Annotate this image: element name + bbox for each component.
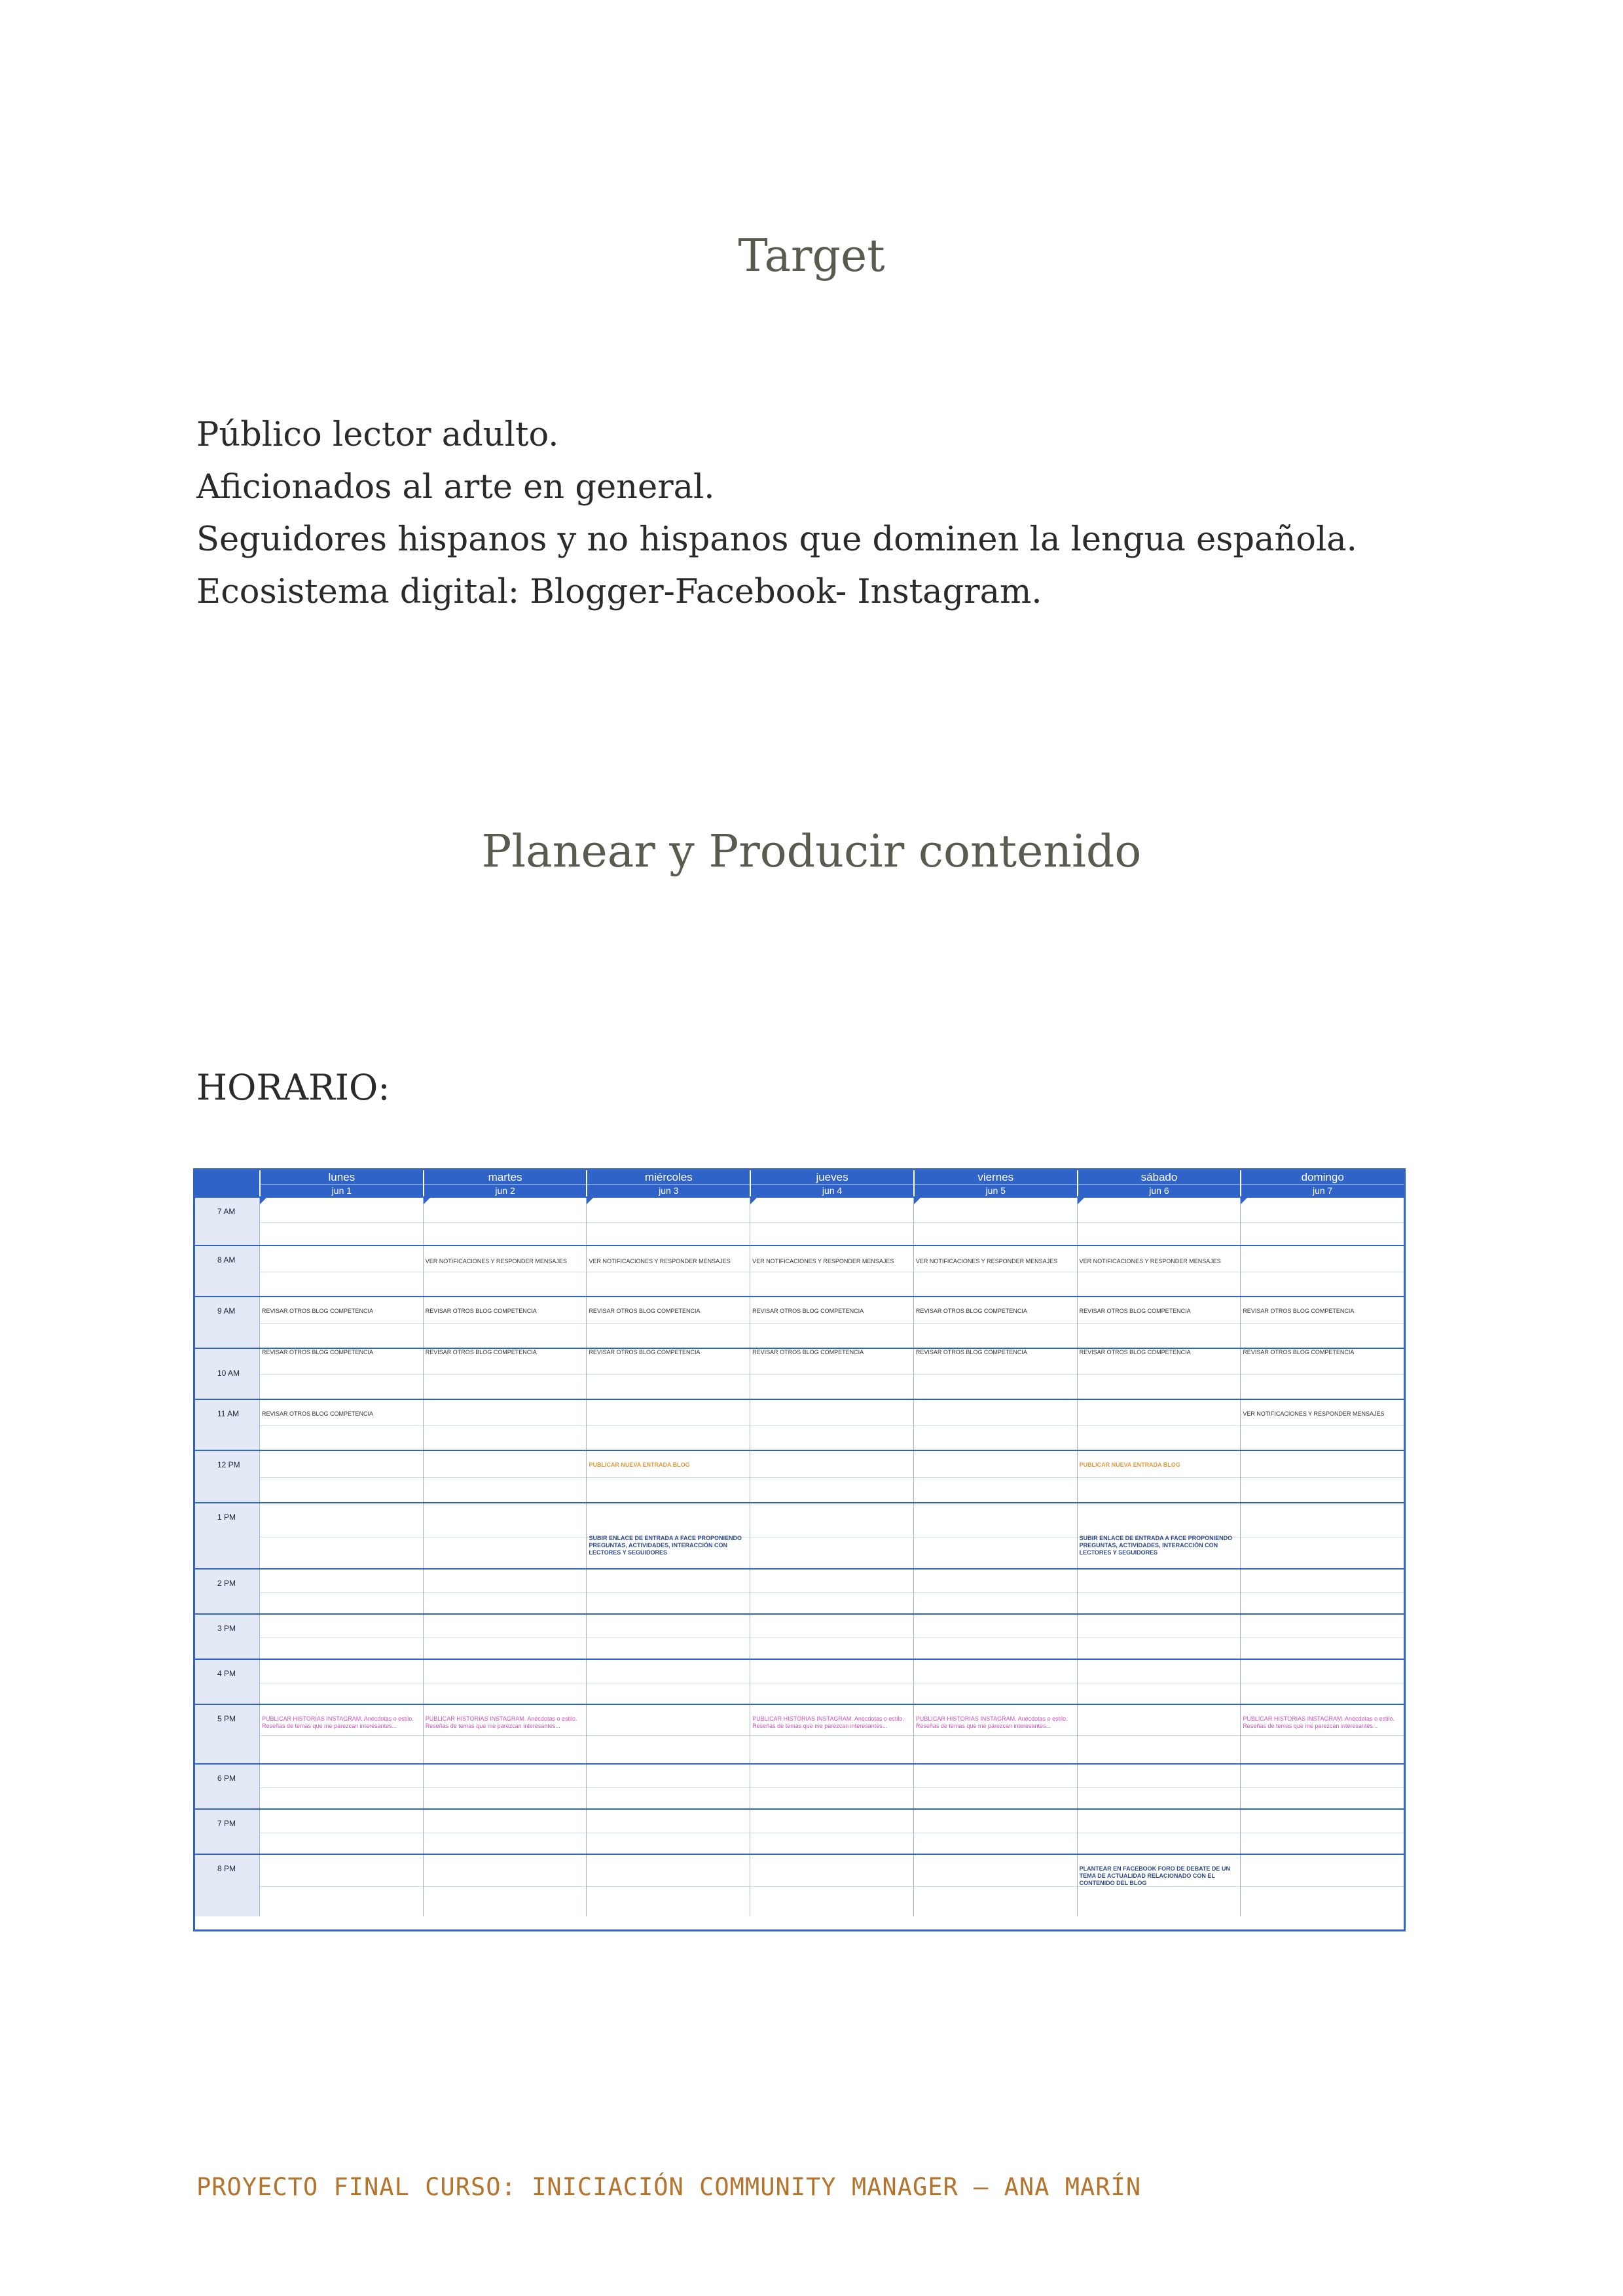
schedule-cell[interactable]	[259, 1297, 423, 1348]
day-name: sábado	[1078, 1170, 1241, 1184]
weekly-schedule	[193, 1168, 1406, 1931]
schedule-cell[interactable]	[423, 1297, 587, 1348]
day-date: jun 3	[587, 1184, 750, 1197]
schedule-cell[interactable]	[586, 1855, 750, 1916]
target-line: Aficionados al arte en general.	[196, 468, 715, 507]
note-flag-icon	[587, 1198, 593, 1204]
schedule-cell[interactable]	[1077, 1297, 1241, 1348]
day-date: jun 1	[261, 1184, 423, 1197]
schedule-row	[195, 1568, 1404, 1613]
schedule-cell[interactable]	[423, 1660, 587, 1704]
time-label-cell	[195, 1503, 259, 1568]
schedule-cell[interactable]	[586, 1349, 750, 1399]
schedule-cell[interactable]	[423, 1246, 587, 1296]
time-label: 7 PM	[217, 1819, 236, 1828]
schedule-cell[interactable]	[913, 1705, 1077, 1763]
schedule-cell[interactable]	[1077, 1705, 1241, 1763]
schedule-cell[interactable]	[1240, 1198, 1404, 1245]
schedule-cell[interactable]	[586, 1660, 750, 1704]
schedule-cell[interactable]	[586, 1400, 750, 1450]
schedule-cell[interactable]	[1077, 1855, 1241, 1916]
time-label-cell	[195, 1451, 259, 1502]
schedule-cell[interactable]	[586, 1451, 750, 1502]
time-label-cell	[195, 1855, 259, 1916]
schedule-cell[interactable]	[586, 1570, 750, 1613]
schedule-entry: REVISAR OTROS BLOG COMPETENCIA	[589, 1349, 701, 1355]
schedule-cell[interactable]	[259, 1810, 423, 1854]
schedule-entry: REVISAR OTROS BLOG COMPETENCIA	[1243, 1308, 1355, 1314]
time-label: 5 PM	[217, 1714, 236, 1723]
schedule-cell[interactable]	[913, 1810, 1077, 1854]
schedule-entry: REVISAR OTROS BLOG COMPETENCIA	[752, 1308, 864, 1314]
schedule-row	[195, 1296, 1404, 1348]
schedule-cell[interactable]	[1077, 1349, 1241, 1399]
schedule-cell[interactable]	[259, 1705, 423, 1763]
schedule-cell[interactable]	[1077, 1570, 1241, 1613]
schedule-cell[interactable]	[1077, 1660, 1241, 1704]
schedule-cell[interactable]	[259, 1400, 423, 1450]
day-name: lunes	[261, 1170, 423, 1184]
schedule-entry: PUBLICAR HISTORIAS INSTAGRAM. Anécdotas o estilo. Reseñas de temas que me parezcan interesantes...	[425, 1715, 577, 1729]
schedule-cell[interactable]	[1240, 1765, 1404, 1808]
schedule-entry: PUBLICAR NUEVA ENTRADA BLOG	[589, 1462, 690, 1468]
schedule-cell[interactable]	[1077, 1246, 1241, 1296]
schedule-cell[interactable]	[750, 1297, 913, 1348]
day-date: jun 5	[915, 1184, 1077, 1197]
schedule-cell[interactable]	[1240, 1451, 1404, 1502]
schedule-cell[interactable]	[750, 1660, 913, 1704]
schedule-cell[interactable]	[586, 1705, 750, 1763]
target-line: Ecosistema digital: Blogger-Facebook- Instagram.	[196, 573, 1042, 611]
schedule-entry: VER NOTIFICACIONES Y RESPONDER MENSAJES	[915, 1258, 1058, 1265]
schedule-entry: VER NOTIFICACIONES Y RESPONDER MENSAJES	[425, 1258, 567, 1265]
time-label-cell	[195, 1400, 259, 1450]
day-header-domingo	[1240, 1170, 1404, 1196]
schedule-cell[interactable]	[1240, 1615, 1404, 1659]
schedule-cell[interactable]	[423, 1198, 587, 1245]
schedule-cell[interactable]	[1077, 1810, 1241, 1854]
day-header-martes	[423, 1170, 587, 1196]
day-date: jun 6	[1078, 1184, 1241, 1197]
schedule-cell[interactable]	[750, 1246, 913, 1296]
time-label: 2 PM	[217, 1579, 236, 1588]
schedule-entry: SUBIR ENLACE DE ENTRADA A FACE PROPONIENDO PREGUNTAS, ACTIVIDADES, INTERACCIÓN CON LECTORES Y SEGUIDORES	[589, 1535, 742, 1556]
schedule-cell[interactable]	[750, 1349, 913, 1399]
schedule-entry: VER NOTIFICACIONES Y RESPONDER MENSAJES	[589, 1258, 731, 1265]
schedule-cell[interactable]	[1077, 1503, 1241, 1568]
schedule-cell[interactable]	[1240, 1349, 1404, 1399]
time-label: 1 PM	[217, 1513, 236, 1522]
schedule-cell[interactable]	[423, 1705, 587, 1763]
day-header-sábado	[1077, 1170, 1241, 1196]
schedule-cell[interactable]	[913, 1570, 1077, 1613]
schedule-cell[interactable]	[1240, 1810, 1404, 1854]
time-label: 6 PM	[217, 1774, 236, 1783]
schedule-entry: PUBLICAR NUEVA ENTRADA BLOG	[1079, 1462, 1180, 1468]
schedule-cell[interactable]	[1077, 1400, 1241, 1450]
time-label-cell	[195, 1198, 259, 1245]
schedule-cell[interactable]	[1077, 1615, 1241, 1659]
schedule-cell[interactable]	[423, 1349, 587, 1399]
schedule-row	[195, 1196, 1404, 1245]
schedule-entry: REVISAR OTROS BLOG COMPETENCIA	[1079, 1349, 1191, 1355]
schedule-cell[interactable]	[1240, 1705, 1404, 1763]
schedule-cell[interactable]	[1240, 1246, 1404, 1296]
schedule-entry: REVISAR OTROS BLOG COMPETENCIA	[915, 1349, 1027, 1355]
schedule-cell[interactable]	[259, 1246, 423, 1296]
schedule-cell[interactable]	[750, 1855, 913, 1916]
day-header-miércoles	[586, 1170, 750, 1196]
schedule-cell[interactable]	[259, 1765, 423, 1808]
time-label-cell	[195, 1246, 259, 1296]
schedule-row	[195, 1854, 1404, 1916]
schedule-cell[interactable]	[913, 1349, 1077, 1399]
time-label: 3 PM	[217, 1624, 236, 1633]
schedule-cell[interactable]	[423, 1503, 587, 1568]
schedule-cell[interactable]	[913, 1400, 1077, 1450]
schedule-cell[interactable]	[423, 1400, 587, 1450]
time-label-cell	[195, 1765, 259, 1808]
schedule-row	[195, 1763, 1404, 1808]
schedule-cell[interactable]	[259, 1349, 423, 1399]
target-title: Target	[738, 230, 885, 282]
day-name: viernes	[915, 1170, 1077, 1184]
schedule-cell[interactable]	[913, 1297, 1077, 1348]
schedule-cell[interactable]	[913, 1451, 1077, 1502]
note-flag-icon	[1241, 1198, 1247, 1204]
day-name: domingo	[1241, 1170, 1404, 1184]
time-label: 8 AM	[217, 1255, 236, 1265]
time-label-cell	[195, 1615, 259, 1659]
schedule-entry: REVISAR OTROS BLOG COMPETENCIA	[915, 1308, 1027, 1314]
schedule-row	[195, 1613, 1404, 1659]
schedule-cell[interactable]	[913, 1198, 1077, 1245]
schedule-cell[interactable]	[750, 1765, 913, 1808]
note-flag-icon	[750, 1198, 757, 1204]
schedule-cell[interactable]	[1240, 1855, 1404, 1916]
time-label-cell	[195, 1297, 259, 1348]
schedule-cell[interactable]	[750, 1615, 913, 1659]
schedule-row	[195, 1704, 1404, 1763]
schedule-entry: REVISAR OTROS BLOG COMPETENCIA	[752, 1349, 864, 1355]
schedule-cell[interactable]	[423, 1855, 587, 1916]
schedule-cell[interactable]	[586, 1246, 750, 1296]
schedule-cell[interactable]	[1240, 1297, 1404, 1348]
time-label: 11 AM	[217, 1409, 240, 1418]
day-date: jun 7	[1241, 1184, 1404, 1197]
schedule-cell[interactable]	[913, 1615, 1077, 1659]
schedule-row	[195, 1808, 1404, 1854]
schedule-cell[interactable]	[913, 1855, 1077, 1916]
schedule-cell[interactable]	[586, 1297, 750, 1348]
day-name: miércoles	[587, 1170, 750, 1184]
time-label-cell	[195, 1810, 259, 1854]
target-line: Público lector adulto.	[196, 416, 559, 454]
schedule-row	[195, 1348, 1404, 1399]
schedule-entry: VER NOTIFICACIONES Y RESPONDER MENSAJES	[1079, 1258, 1221, 1265]
schedule-entry: PUBLICAR HISTORIAS INSTAGRAM. Anécdotas o estilo. Reseñas de temas que me parezcan interesantes...	[1243, 1715, 1395, 1729]
day-header-lunes	[259, 1170, 423, 1196]
schedule-cell[interactable]	[259, 1855, 423, 1916]
schedule-entry: REVISAR OTROS BLOG COMPETENCIA	[589, 1308, 701, 1314]
schedule-cell[interactable]	[259, 1660, 423, 1704]
schedule-cell[interactable]	[1077, 1198, 1241, 1245]
note-flag-icon	[914, 1198, 921, 1204]
schedule-cell[interactable]	[750, 1451, 913, 1502]
time-label: 8 PM	[217, 1864, 236, 1873]
schedule-entry: VER NOTIFICACIONES Y RESPONDER MENSAJES	[752, 1258, 894, 1265]
schedule-cell[interactable]	[750, 1198, 913, 1245]
schedule-entry: REVISAR OTROS BLOG COMPETENCIA	[425, 1349, 537, 1355]
day-date: jun 2	[424, 1184, 587, 1197]
footer-credit: PROYECTO FINAL CURSO: INICIACIÓN COMMUNITY MANAGER – ANA MARÍN	[196, 2173, 1142, 2201]
schedule-cell[interactable]	[423, 1570, 587, 1613]
schedule-cell[interactable]	[259, 1451, 423, 1502]
schedule-entry: REVISAR OTROS BLOG COMPETENCIA	[262, 1308, 374, 1314]
schedule-cell[interactable]	[750, 1705, 913, 1763]
schedule-cell[interactable]	[913, 1503, 1077, 1568]
day-name: martes	[424, 1170, 587, 1184]
schedule-cell[interactable]	[1240, 1570, 1404, 1613]
schedule-entry: REVISAR OTROS BLOG COMPETENCIA	[1079, 1308, 1191, 1314]
time-label-cell	[195, 1660, 259, 1704]
schedule-cell[interactable]	[586, 1765, 750, 1808]
schedule-cell[interactable]	[1240, 1400, 1404, 1450]
schedule-cell[interactable]	[423, 1810, 587, 1854]
schedule-row	[195, 1245, 1404, 1296]
schedule-cell[interactable]	[913, 1765, 1077, 1808]
schedule-cell[interactable]	[586, 1615, 750, 1659]
time-label: 10 AM	[217, 1369, 240, 1378]
schedule-cell[interactable]	[750, 1810, 913, 1854]
note-flag-icon	[260, 1198, 266, 1204]
time-label-cell	[195, 1570, 259, 1613]
time-label: 9 AM	[217, 1306, 236, 1316]
day-name: jueves	[751, 1170, 913, 1184]
schedule-header	[195, 1170, 1404, 1196]
schedule-entry: PUBLICAR HISTORIAS INSTAGRAM. Anécdotas o estilo. Reseñas de temas que me parezcan interesantes...	[752, 1715, 904, 1729]
schedule-entry: REVISAR OTROS BLOG COMPETENCIA	[1243, 1349, 1355, 1355]
schedule-cell[interactable]	[1240, 1660, 1404, 1704]
schedule-cell[interactable]	[259, 1198, 423, 1245]
schedule-cell[interactable]	[423, 1451, 587, 1502]
schedule-entry: REVISAR OTROS BLOG COMPETENCIA	[262, 1349, 374, 1355]
schedule-cell[interactable]	[750, 1503, 913, 1568]
schedule-row	[195, 1399, 1404, 1450]
day-header-jueves	[750, 1170, 913, 1196]
horario-label: HORARIO:	[196, 1067, 390, 1108]
target-list	[196, 409, 1357, 619]
schedule-entry: REVISAR OTROS BLOG COMPETENCIA	[425, 1308, 537, 1314]
schedule-body	[195, 1196, 1404, 1929]
day-header-viernes	[913, 1170, 1077, 1196]
schedule-cell[interactable]	[423, 1615, 587, 1659]
time-label-cell	[195, 1349, 259, 1399]
schedule-cell[interactable]	[259, 1615, 423, 1659]
schedule-cell[interactable]	[586, 1198, 750, 1245]
time-label: 12 PM	[217, 1460, 240, 1469]
schedule-cell[interactable]	[750, 1570, 913, 1613]
schedule-cell[interactable]	[259, 1570, 423, 1613]
day-date: jun 4	[751, 1184, 913, 1197]
schedule-entry: SUBIR ENLACE DE ENTRADA A FACE PROPONIENDO PREGUNTAS, ACTIVIDADES, INTERACCIÓN CON LECTORES Y SEGUIDORES	[1079, 1535, 1233, 1556]
time-column-header	[195, 1170, 259, 1196]
schedule-cell[interactable]	[1077, 1765, 1241, 1808]
schedule-cell[interactable]	[423, 1765, 587, 1808]
schedule-cell[interactable]	[913, 1246, 1077, 1296]
schedule-cell[interactable]	[1077, 1451, 1241, 1502]
schedule-entry: PUBLICAR HISTORIAS INSTAGRAM. Anécdotas o estilo. Reseñas de temas que me parezcan interesantes...	[262, 1715, 414, 1729]
schedule-cell[interactable]	[586, 1503, 750, 1568]
schedule-cell[interactable]	[913, 1660, 1077, 1704]
schedule-cell[interactable]	[259, 1503, 423, 1568]
schedule-entry: VER NOTIFICACIONES Y RESPONDER MENSAJES	[1243, 1410, 1385, 1417]
schedule-row	[195, 1502, 1404, 1568]
target-line: Seguidores hispanos y no hispanos que dominen la lengua española.	[196, 520, 1357, 559]
schedule-entry: PUBLICAR HISTORIAS INSTAGRAM. Anécdotas o estilo. Reseñas de temas que me parezcan interesantes...	[915, 1715, 1068, 1729]
schedule-cell[interactable]	[586, 1810, 750, 1854]
schedule-row	[195, 1450, 1404, 1502]
plan-title: Planear y Producir contenido	[481, 826, 1142, 878]
schedule-entry: REVISAR OTROS BLOG COMPETENCIA	[262, 1410, 374, 1417]
note-flag-icon	[424, 1198, 430, 1204]
schedule-entry: PLANTEAR EN FACEBOOK FORO DE DEBATE DE UN TEMA DE ACTUALIDAD RELACIONADO CON EL CONTENIDO DEL BLOG	[1079, 1865, 1230, 1886]
schedule-row	[195, 1659, 1404, 1704]
time-label-cell	[195, 1705, 259, 1763]
time-label: 4 PM	[217, 1669, 236, 1678]
schedule-cell[interactable]	[750, 1400, 913, 1450]
note-flag-icon	[1078, 1198, 1084, 1204]
schedule-cell[interactable]	[1240, 1503, 1404, 1568]
time-label: 7 AM	[217, 1207, 236, 1216]
